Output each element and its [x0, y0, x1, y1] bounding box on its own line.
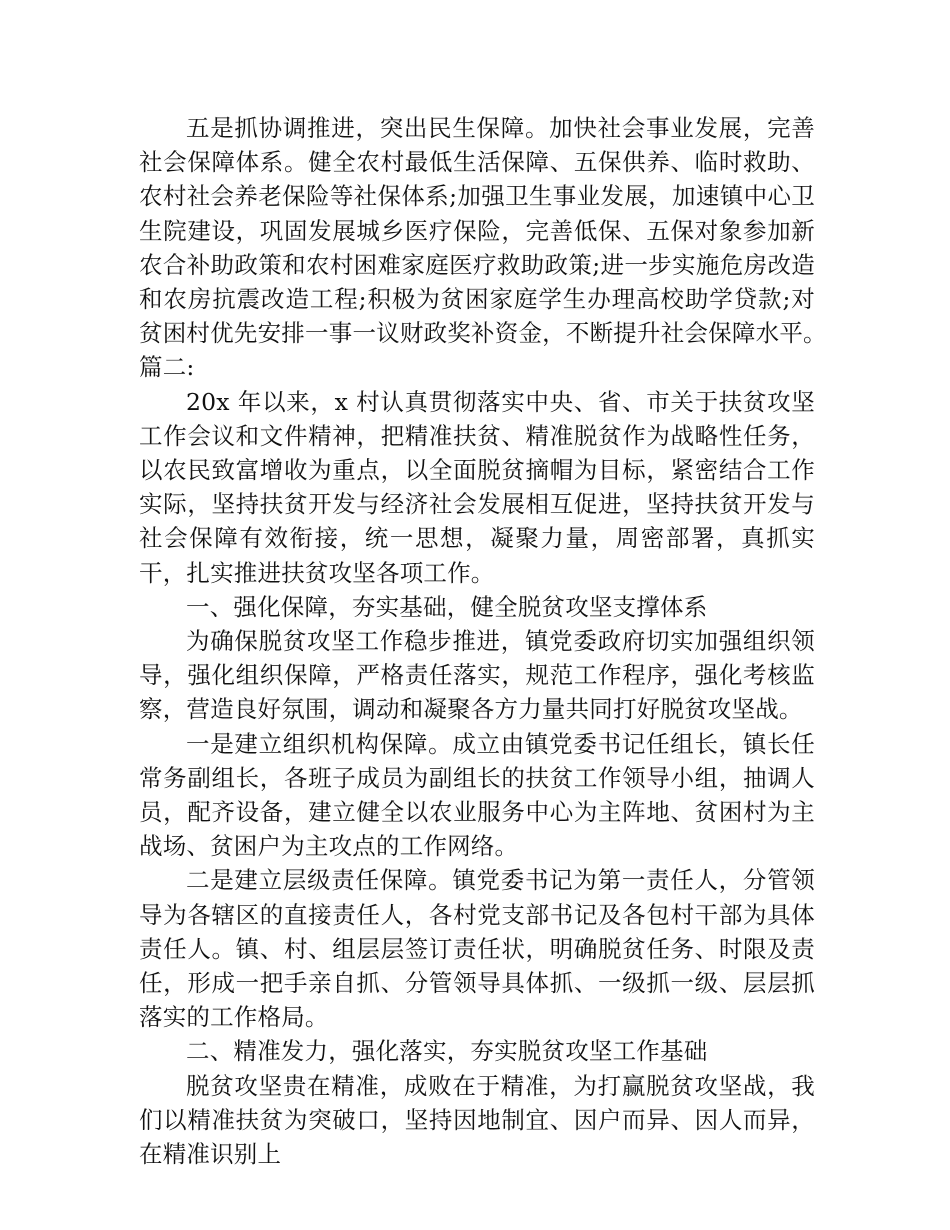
paragraph-2: 20x 年以来，x 村认真贯彻落实中央、省、市关于扶贫攻坚工作会议和文件精神，把精准扶贫、精准脱贫作为战略性任务，以农民致富增收为重点，以全面脱贫摘帽为目标，紧密结合工作实际，坚持扶贫开发与经济社会发展相互促进，坚持扶贫开发与社会保障有效衔接，统一思想，凝聚力量，周密部署，真抓实干，扎实推进扶贫攻坚各项工作。 — [139, 387, 815, 587]
section-heading-1: 一、强化保障，夯实基础，健全脱贫攻坚支撑体系 — [186, 592, 708, 621]
section-heading-2: 二、精准发力，强化落实，夯实脱贫攻坚工作基础 — [186, 1037, 708, 1066]
paragraph-3: 为确保脱贫攻坚工作稳步推进，镇党委政府切实加强组织领导，强化组织保障，严格责任落实，规范工作程序，强化考核监察，营造良好氛围，调动和凝聚各方力量共同打好脱贫攻坚战。 — [139, 627, 815, 724]
paragraph-1: 五是抓协调推进，突出民生保障。加快社会事业发展，完善社会保障体系。健全农村最低生活保障、五保供养、临时救助、农村社会养老保险等社保体系;加强卫生事业发展，加速镇中心卫生院建设，巩固发展城乡医疗保险，完善低保、五保对象参加新农合补助政策和农村困难家庭医疗救助政策;进一步实施危房改造和农房抗震改造工程;积极为贫困家庭学生办理高校助学贷款;对贫困村优先安排一事一议财政奖补资金，不断提升社会保障水平。 篇二: — [139, 114, 863, 382]
paragraph-6: 脱贫攻坚贵在精准，成败在于精准，为打赢脱贫攻坚战，我们以精准扶贫为突破口，坚持因地制宜、因户而异、因人而异，在精准识别上 — [139, 1071, 815, 1169]
paragraph-5: 二是建立层级责任保障。镇党委书记为第一责任人，分管领导为各辖区的直接责任人，各村党支部书记及各包村干部为具体责任人。镇、村、组层层签订责任状，明确脱贫任务、时限及责任，形成一把手亲自抓、分管领导具体抓、一级抓一级、层层抓落实的工作格局。 — [139, 866, 815, 1032]
document-body — [139, 111, 863, 1171]
paragraph-4: 一是建立组织机构保障。成立由镇党委书记任组长，镇长任常务副组长，各班子成员为副组长的扶贫工作领导小组，抽调人员，配齐设备，建立健全以农业服务中心为主阵地、贫困村为主战场、贫困户为主攻点的工作网络。 — [139, 729, 815, 861]
